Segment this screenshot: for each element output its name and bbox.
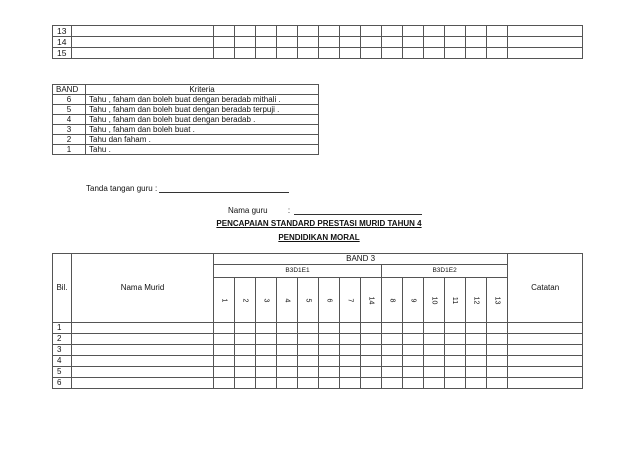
column-number-label: 4 xyxy=(283,298,291,302)
band-number: 1 xyxy=(53,145,86,155)
top-row-cell[interactable] xyxy=(466,37,487,48)
column-number-header xyxy=(298,278,319,323)
document-subtitle: PENDIDIKAN MORAL xyxy=(278,233,360,242)
student-row-cell[interactable] xyxy=(508,323,583,334)
student-row-cell[interactable] xyxy=(72,345,214,356)
student-row-cell[interactable] xyxy=(235,334,256,345)
student-row-cell[interactable] xyxy=(298,345,319,356)
top-row-cell[interactable] xyxy=(361,26,382,37)
student-row-cell[interactable] xyxy=(382,367,403,378)
column-number-header xyxy=(361,278,382,323)
student-row-cell[interactable] xyxy=(424,378,445,389)
student-row-cell[interactable] xyxy=(487,378,508,389)
top-row-cell[interactable] xyxy=(424,48,445,59)
top-row-cell[interactable] xyxy=(340,37,361,48)
signature-blank xyxy=(159,184,289,193)
top-row-cell[interactable] xyxy=(277,26,298,37)
student-row-cell[interactable] xyxy=(319,356,340,367)
student-row-cell[interactable] xyxy=(361,334,382,345)
student-row-cell[interactable] xyxy=(466,367,487,378)
band-row xyxy=(53,145,319,155)
top-row-number: 13 xyxy=(53,26,72,37)
student-row-cell[interactable] xyxy=(403,323,424,334)
column-number-header xyxy=(487,278,508,323)
band-number: 4 xyxy=(53,115,86,125)
student-row-cell[interactable] xyxy=(403,378,424,389)
top-row-cell[interactable] xyxy=(382,48,403,59)
student-row-cell[interactable] xyxy=(256,323,277,334)
top-row-cell[interactable] xyxy=(298,48,319,59)
student-row-cell[interactable] xyxy=(72,323,214,334)
column-number-label: 2 xyxy=(241,298,249,302)
column-number-header xyxy=(319,278,340,323)
column-number-header xyxy=(256,278,277,323)
top-row-cell[interactable] xyxy=(508,37,583,48)
top-row-cell[interactable] xyxy=(445,26,466,37)
student-row-cell[interactable] xyxy=(256,378,277,389)
student-row-cell[interactable] xyxy=(466,323,487,334)
column-number-header xyxy=(214,278,235,323)
student-row-number: 5 xyxy=(53,367,72,378)
student-row-cell[interactable] xyxy=(466,334,487,345)
student-row-cell[interactable] xyxy=(214,323,235,334)
catatan-header: Catatan xyxy=(508,254,583,323)
student-row-cell[interactable] xyxy=(72,334,214,345)
top-row-cell[interactable] xyxy=(319,48,340,59)
student-row-cell[interactable] xyxy=(235,345,256,356)
student-row-cell[interactable] xyxy=(508,334,583,345)
student-row-cell[interactable] xyxy=(508,356,583,367)
top-row-cell[interactable] xyxy=(382,37,403,48)
student-row-cell[interactable] xyxy=(487,367,508,378)
top-row-cell[interactable] xyxy=(382,26,403,37)
student-row-number: 1 xyxy=(53,323,72,334)
top-row-cell[interactable] xyxy=(403,37,424,48)
student-row-cell[interactable] xyxy=(424,367,445,378)
top-row-cell[interactable] xyxy=(508,26,583,37)
column-number-header xyxy=(445,278,466,323)
b3d1e1-header: B3D1E1 xyxy=(214,265,382,278)
top-table-row xyxy=(53,26,583,37)
student-row-cell[interactable] xyxy=(72,367,214,378)
column-number-label: 3 xyxy=(262,298,270,302)
band-number: 2 xyxy=(53,135,86,145)
top-student-table xyxy=(52,25,583,59)
student-row-cell[interactable] xyxy=(403,334,424,345)
top-row-cell[interactable] xyxy=(445,48,466,59)
top-row-cell[interactable] xyxy=(466,26,487,37)
student-row-cell[interactable] xyxy=(403,367,424,378)
top-row-cell[interactable] xyxy=(72,37,214,48)
student-row-cell[interactable] xyxy=(235,323,256,334)
top-row-cell[interactable] xyxy=(256,48,277,59)
top-row-number: 15 xyxy=(53,48,72,59)
column-number-header xyxy=(340,278,361,323)
top-row-cell[interactable] xyxy=(424,37,445,48)
student-row-number: 2 xyxy=(53,334,72,345)
column-number-label: 8 xyxy=(388,298,396,302)
top-row-cell[interactable] xyxy=(214,48,235,59)
top-row-cell[interactable] xyxy=(256,26,277,37)
student-row-cell[interactable] xyxy=(340,345,361,356)
student-row-cell[interactable] xyxy=(277,378,298,389)
column-number-header xyxy=(277,278,298,323)
top-row-cell[interactable] xyxy=(361,37,382,48)
student-row-cell[interactable] xyxy=(403,345,424,356)
band-row xyxy=(53,125,319,135)
top-row-cell[interactable] xyxy=(361,48,382,59)
column-number-label: 11 xyxy=(451,296,459,304)
top-row-cell[interactable] xyxy=(466,48,487,59)
student-row-cell[interactable] xyxy=(319,378,340,389)
student-row-cell[interactable] xyxy=(382,356,403,367)
band-header: BAND xyxy=(53,85,86,95)
top-row-cell[interactable] xyxy=(298,37,319,48)
student-row-cell[interactable] xyxy=(256,334,277,345)
column-number-label: 7 xyxy=(346,298,354,302)
band-kriteria: Tahu , faham dan boleh buat dengan beradab terpuji . xyxy=(86,105,319,115)
column-number-header xyxy=(424,278,445,323)
teacher-name-label: Nama guru xyxy=(228,206,268,215)
top-row-cell[interactable] xyxy=(424,26,445,37)
band-row xyxy=(53,115,319,125)
student-row-cell[interactable] xyxy=(361,356,382,367)
top-row-cell[interactable] xyxy=(235,48,256,59)
top-row-cell[interactable] xyxy=(487,37,508,48)
student-row-cell[interactable] xyxy=(319,345,340,356)
student-row-cell[interactable] xyxy=(298,356,319,367)
student-row-cell[interactable] xyxy=(298,378,319,389)
student-row-number: 4 xyxy=(53,356,72,367)
column-number-label: 13 xyxy=(493,296,501,304)
student-row-cell[interactable] xyxy=(340,334,361,345)
student-row-cell[interactable] xyxy=(214,345,235,356)
top-table-row xyxy=(53,37,583,48)
student-row-cell[interactable] xyxy=(277,356,298,367)
band-kriteria: Tahu . xyxy=(86,145,319,155)
column-number-label: 9 xyxy=(409,298,417,302)
top-row-cell[interactable] xyxy=(445,37,466,48)
student-row-cell[interactable] xyxy=(508,345,583,356)
student-row-cell[interactable] xyxy=(256,356,277,367)
student-row-cell[interactable] xyxy=(298,323,319,334)
column-number-header xyxy=(235,278,256,323)
student-row-cell[interactable] xyxy=(424,345,445,356)
top-row-cell[interactable] xyxy=(72,26,214,37)
top-row-cell[interactable] xyxy=(214,37,235,48)
student-row-cell[interactable] xyxy=(445,356,466,367)
column-number-header xyxy=(466,278,487,323)
student-row-cell[interactable] xyxy=(298,367,319,378)
student-row-cell[interactable] xyxy=(235,378,256,389)
band-number: 6 xyxy=(53,95,86,105)
student-row-cell[interactable] xyxy=(235,367,256,378)
band-kriteria: Tahu , faham dan boleh buat . xyxy=(86,125,319,135)
main-header-row-1 xyxy=(53,254,583,265)
kriteria-header: Kriteria xyxy=(86,85,319,95)
student-row-cell[interactable] xyxy=(256,367,277,378)
student-row-cell[interactable] xyxy=(235,356,256,367)
band-kriteria: Tahu , faham dan boleh buat dengan beradab mithali . xyxy=(86,95,319,105)
top-row-cell[interactable] xyxy=(319,26,340,37)
band-kriteria: Tahu , faham dan boleh buat dengan beradab . xyxy=(86,115,319,125)
student-row-cell[interactable] xyxy=(445,345,466,356)
student-row-cell[interactable] xyxy=(340,378,361,389)
b3d1e2-header: B3D1E2 xyxy=(382,265,508,278)
student-row-cell[interactable] xyxy=(319,334,340,345)
nama-murid-header: Nama Murid xyxy=(72,254,214,323)
student-row-cell[interactable] xyxy=(403,356,424,367)
student-row-cell[interactable] xyxy=(508,378,583,389)
student-row-cell[interactable] xyxy=(277,367,298,378)
achievement-table xyxy=(52,253,583,389)
top-row-cell[interactable] xyxy=(256,37,277,48)
student-row-number: 3 xyxy=(53,345,72,356)
student-row-cell[interactable] xyxy=(340,367,361,378)
student-row-cell[interactable] xyxy=(340,323,361,334)
student-row-cell[interactable] xyxy=(72,356,214,367)
teacher-name-blank xyxy=(294,206,422,215)
student-row-cell[interactable] xyxy=(487,345,508,356)
band3-header: BAND 3 xyxy=(214,254,508,265)
signature-line xyxy=(86,184,289,193)
student-row-cell[interactable] xyxy=(487,356,508,367)
column-number-label: 6 xyxy=(325,298,333,302)
top-row-cell[interactable] xyxy=(214,26,235,37)
top-row-cell[interactable] xyxy=(487,26,508,37)
top-row-cell[interactable] xyxy=(72,48,214,59)
top-row-cell[interactable] xyxy=(319,37,340,48)
student-row xyxy=(53,367,583,378)
student-row-cell[interactable] xyxy=(298,334,319,345)
column-number-label: 10 xyxy=(430,296,438,304)
band-number: 5 xyxy=(53,105,86,115)
band-row xyxy=(53,95,319,105)
student-row-cell[interactable] xyxy=(382,323,403,334)
top-row-cell[interactable] xyxy=(340,48,361,59)
student-row-cell[interactable] xyxy=(445,367,466,378)
student-row-cell[interactable] xyxy=(277,334,298,345)
student-row xyxy=(53,378,583,389)
bil-header: Bil. xyxy=(53,254,72,323)
column-number-label: 5 xyxy=(304,298,312,302)
student-row-cell[interactable] xyxy=(445,378,466,389)
top-row-cell[interactable] xyxy=(508,48,583,59)
student-row-cell[interactable] xyxy=(466,345,487,356)
student-row-cell[interactable] xyxy=(72,378,214,389)
band-kriteria: Tahu dan faham . xyxy=(86,135,319,145)
signature-label: Tanda tangan guru : xyxy=(86,184,158,193)
student-row-cell[interactable] xyxy=(319,367,340,378)
student-row-cell[interactable] xyxy=(361,367,382,378)
column-number-label: 12 xyxy=(472,296,480,304)
top-row-cell[interactable] xyxy=(298,26,319,37)
top-row-number: 14 xyxy=(53,37,72,48)
teacher-name-line xyxy=(228,206,422,215)
student-row-cell[interactable] xyxy=(214,334,235,345)
student-row-cell[interactable] xyxy=(319,323,340,334)
top-row-cell[interactable] xyxy=(277,37,298,48)
column-number-header xyxy=(403,278,424,323)
student-row-cell[interactable] xyxy=(361,323,382,334)
student-row-cell[interactable] xyxy=(445,334,466,345)
student-row-cell[interactable] xyxy=(424,334,445,345)
student-row-cell[interactable] xyxy=(340,356,361,367)
top-row-cell[interactable] xyxy=(277,48,298,59)
band-criteria-table xyxy=(52,84,319,155)
column-number-label: 14 xyxy=(367,296,375,304)
band-row xyxy=(53,135,319,145)
student-row xyxy=(53,345,583,356)
student-row-cell[interactable] xyxy=(277,345,298,356)
top-row-cell[interactable] xyxy=(403,26,424,37)
student-row-cell[interactable] xyxy=(382,345,403,356)
column-number-label: 1 xyxy=(220,298,228,302)
document-title: PENCAPAIAN STANDARD PRESTASI MURID TAHUN 4 xyxy=(216,219,422,228)
top-row-cell[interactable] xyxy=(340,26,361,37)
student-row-cell[interactable] xyxy=(445,323,466,334)
student-row-cell[interactable] xyxy=(361,378,382,389)
student-row-cell[interactable] xyxy=(382,334,403,345)
band-number: 3 xyxy=(53,125,86,135)
student-row-cell[interactable] xyxy=(277,323,298,334)
top-row-cell[interactable] xyxy=(487,48,508,59)
student-row-cell[interactable] xyxy=(256,345,277,356)
band-row xyxy=(53,105,319,115)
student-row-cell[interactable] xyxy=(487,323,508,334)
student-row xyxy=(53,356,583,367)
student-row-cell[interactable] xyxy=(508,367,583,378)
student-row-cell[interactable] xyxy=(361,345,382,356)
student-row-cell[interactable] xyxy=(214,367,235,378)
top-row-cell[interactable] xyxy=(235,37,256,48)
student-row-cell[interactable] xyxy=(487,334,508,345)
top-table-row xyxy=(53,48,583,59)
student-row xyxy=(53,334,583,345)
student-row-cell[interactable] xyxy=(424,356,445,367)
teacher-name-colon: : xyxy=(287,206,291,215)
student-row-cell[interactable] xyxy=(382,378,403,389)
student-row-cell[interactable] xyxy=(214,356,235,367)
student-row-number: 6 xyxy=(53,378,72,389)
top-row-cell[interactable] xyxy=(235,26,256,37)
column-number-header xyxy=(382,278,403,323)
top-row-cell[interactable] xyxy=(403,48,424,59)
student-row-cell[interactable] xyxy=(214,378,235,389)
band-header-row xyxy=(53,85,319,95)
student-row-cell[interactable] xyxy=(424,323,445,334)
student-row xyxy=(53,323,583,334)
student-row-cell[interactable] xyxy=(466,378,487,389)
student-row-cell[interactable] xyxy=(466,356,487,367)
